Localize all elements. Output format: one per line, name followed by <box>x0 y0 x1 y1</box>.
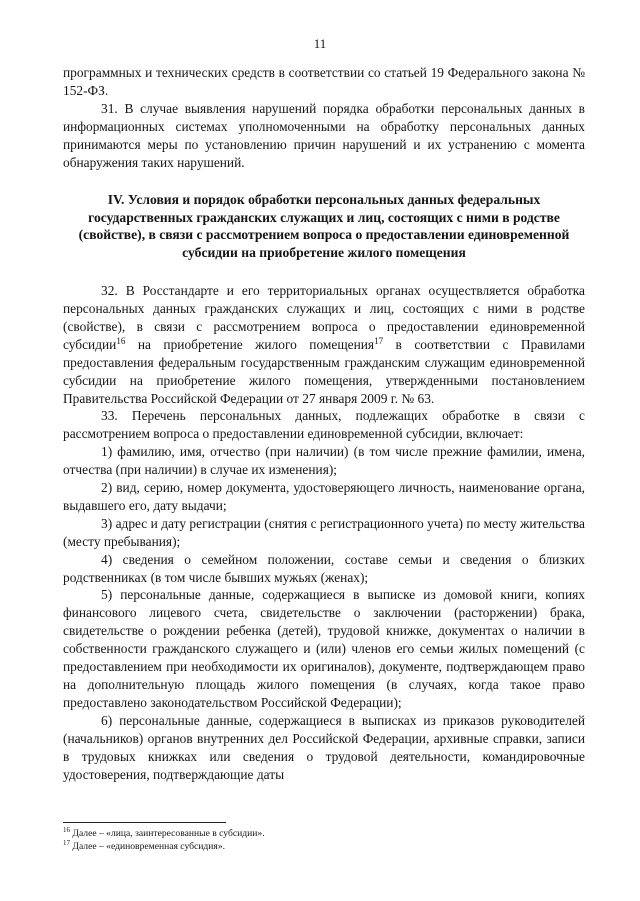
paragraph-32-text-2: на приобретение жилого помещения <box>125 336 375 352</box>
list-item-6: 6) персональные данные, содержащиеся в выписках из приказов руководителей (начальников) органов внутренних дел Российской Федерации, архивные справки, записи в трудовых книжках или сведения о трудовой деятельности, командировочные удостоверения, подтверждающие даты <box>63 712 585 782</box>
paragraph-32-text-3: в соответствии с Правилами предоставления федеральным государственным гражданским служащим единовременной субсидии на приобретение жилого помещения, утвержденными постановлением Правительства Российской Федерации от 27 января 2009 г. № 63. <box>63 336 585 406</box>
paragraph-continued: программных и технических средств в соответствии со статьей 19 Федерального закона № 152-ФЗ. <box>63 65 585 98</box>
list-item-2: 2) вид, серию, номер документа, удостоверяющего личность, наименование органа, выдавшего его, дату выдачи; <box>63 480 585 513</box>
footnote-ref-16: 16 <box>116 335 126 346</box>
section-heading: IV. Условия и порядок обработки персональных данных федеральных государственных гражданских служащих и лиц, состоящих с ними в родстве (свойстве), в связи с рассмотрением вопроса о предоставлении единовременной субсидии на приобретение жилого помещения <box>78 192 570 260</box>
footnote-17 <box>63 840 585 853</box>
footnote-number: 16 <box>63 826 70 834</box>
footnote-text: Далее – «единовременная субсидия». <box>70 841 226 852</box>
paragraph-32-text-1: 32. В Росстандарте и его территориальных органах осуществляется обработка персональных данных гражданских служащих и лиц, состоящих с ними в родстве (свойстве), в связи с рассмотрением вопроса о предоставлении единовременной субсидии <box>63 283 585 352</box>
list-item-1: 1) фамилию, имя, отчество (при наличии) (в том числе прежние фамилии, имена, отчества (при наличии) в случае их изменения); <box>63 444 585 478</box>
footnote-text: Далее – «лица, заинтересованные в субсидии». <box>70 828 265 839</box>
paragraph-33: 33. Перечень персональных данных, подлежащих обработке в связи с рассмотрением вопроса о предоставлении единовременной субсидии, включает: <box>63 408 585 442</box>
footnote-number: 17 <box>63 839 70 847</box>
list-item-5: 5) персональные данные, содержащиеся в выписке из домовой книги, копиях финансового лицевого счета, свидетельстве о заключении (расторжении) брака, свидетельстве о рождении ребенка (детей), трудовой книжке, документах о наличии в собственности гражданского служащего и (или) членов его семьи жилых помещений (с предоставлением при необходимости их оригиналов), документе, подтверждающем право на дополнительную площадь жилого помещения (в случаях, когда такое право предоставлено законодательством Российской Федерации); <box>63 587 585 710</box>
footnote-divider <box>63 822 226 823</box>
paragraph-32 <box>63 282 585 407</box>
footnote-16 <box>63 827 585 840</box>
page-number: 11 <box>313 36 327 51</box>
document-body <box>63 64 585 783</box>
list-item-3: 3) адрес и дату регистрации (снятия с регистрационного учета) по месту жительства (месту пребывания); <box>63 515 585 549</box>
footnotes <box>63 827 585 853</box>
paragraph-31: 31. В случае выявления нарушений порядка обработки персональных данных в информационных системах уполномоченными на обработку персональных данных принимаются меры по установлению причин нарушений и их устранению с момента обнаружения таких нарушений. <box>63 100 585 170</box>
list-item-4: 4) сведения о семейном положении, составе семьи и сведения о близких родственниках (в том числе бывших мужьях (женах); <box>63 551 585 585</box>
footnote-ref-17: 17 <box>374 335 384 346</box>
